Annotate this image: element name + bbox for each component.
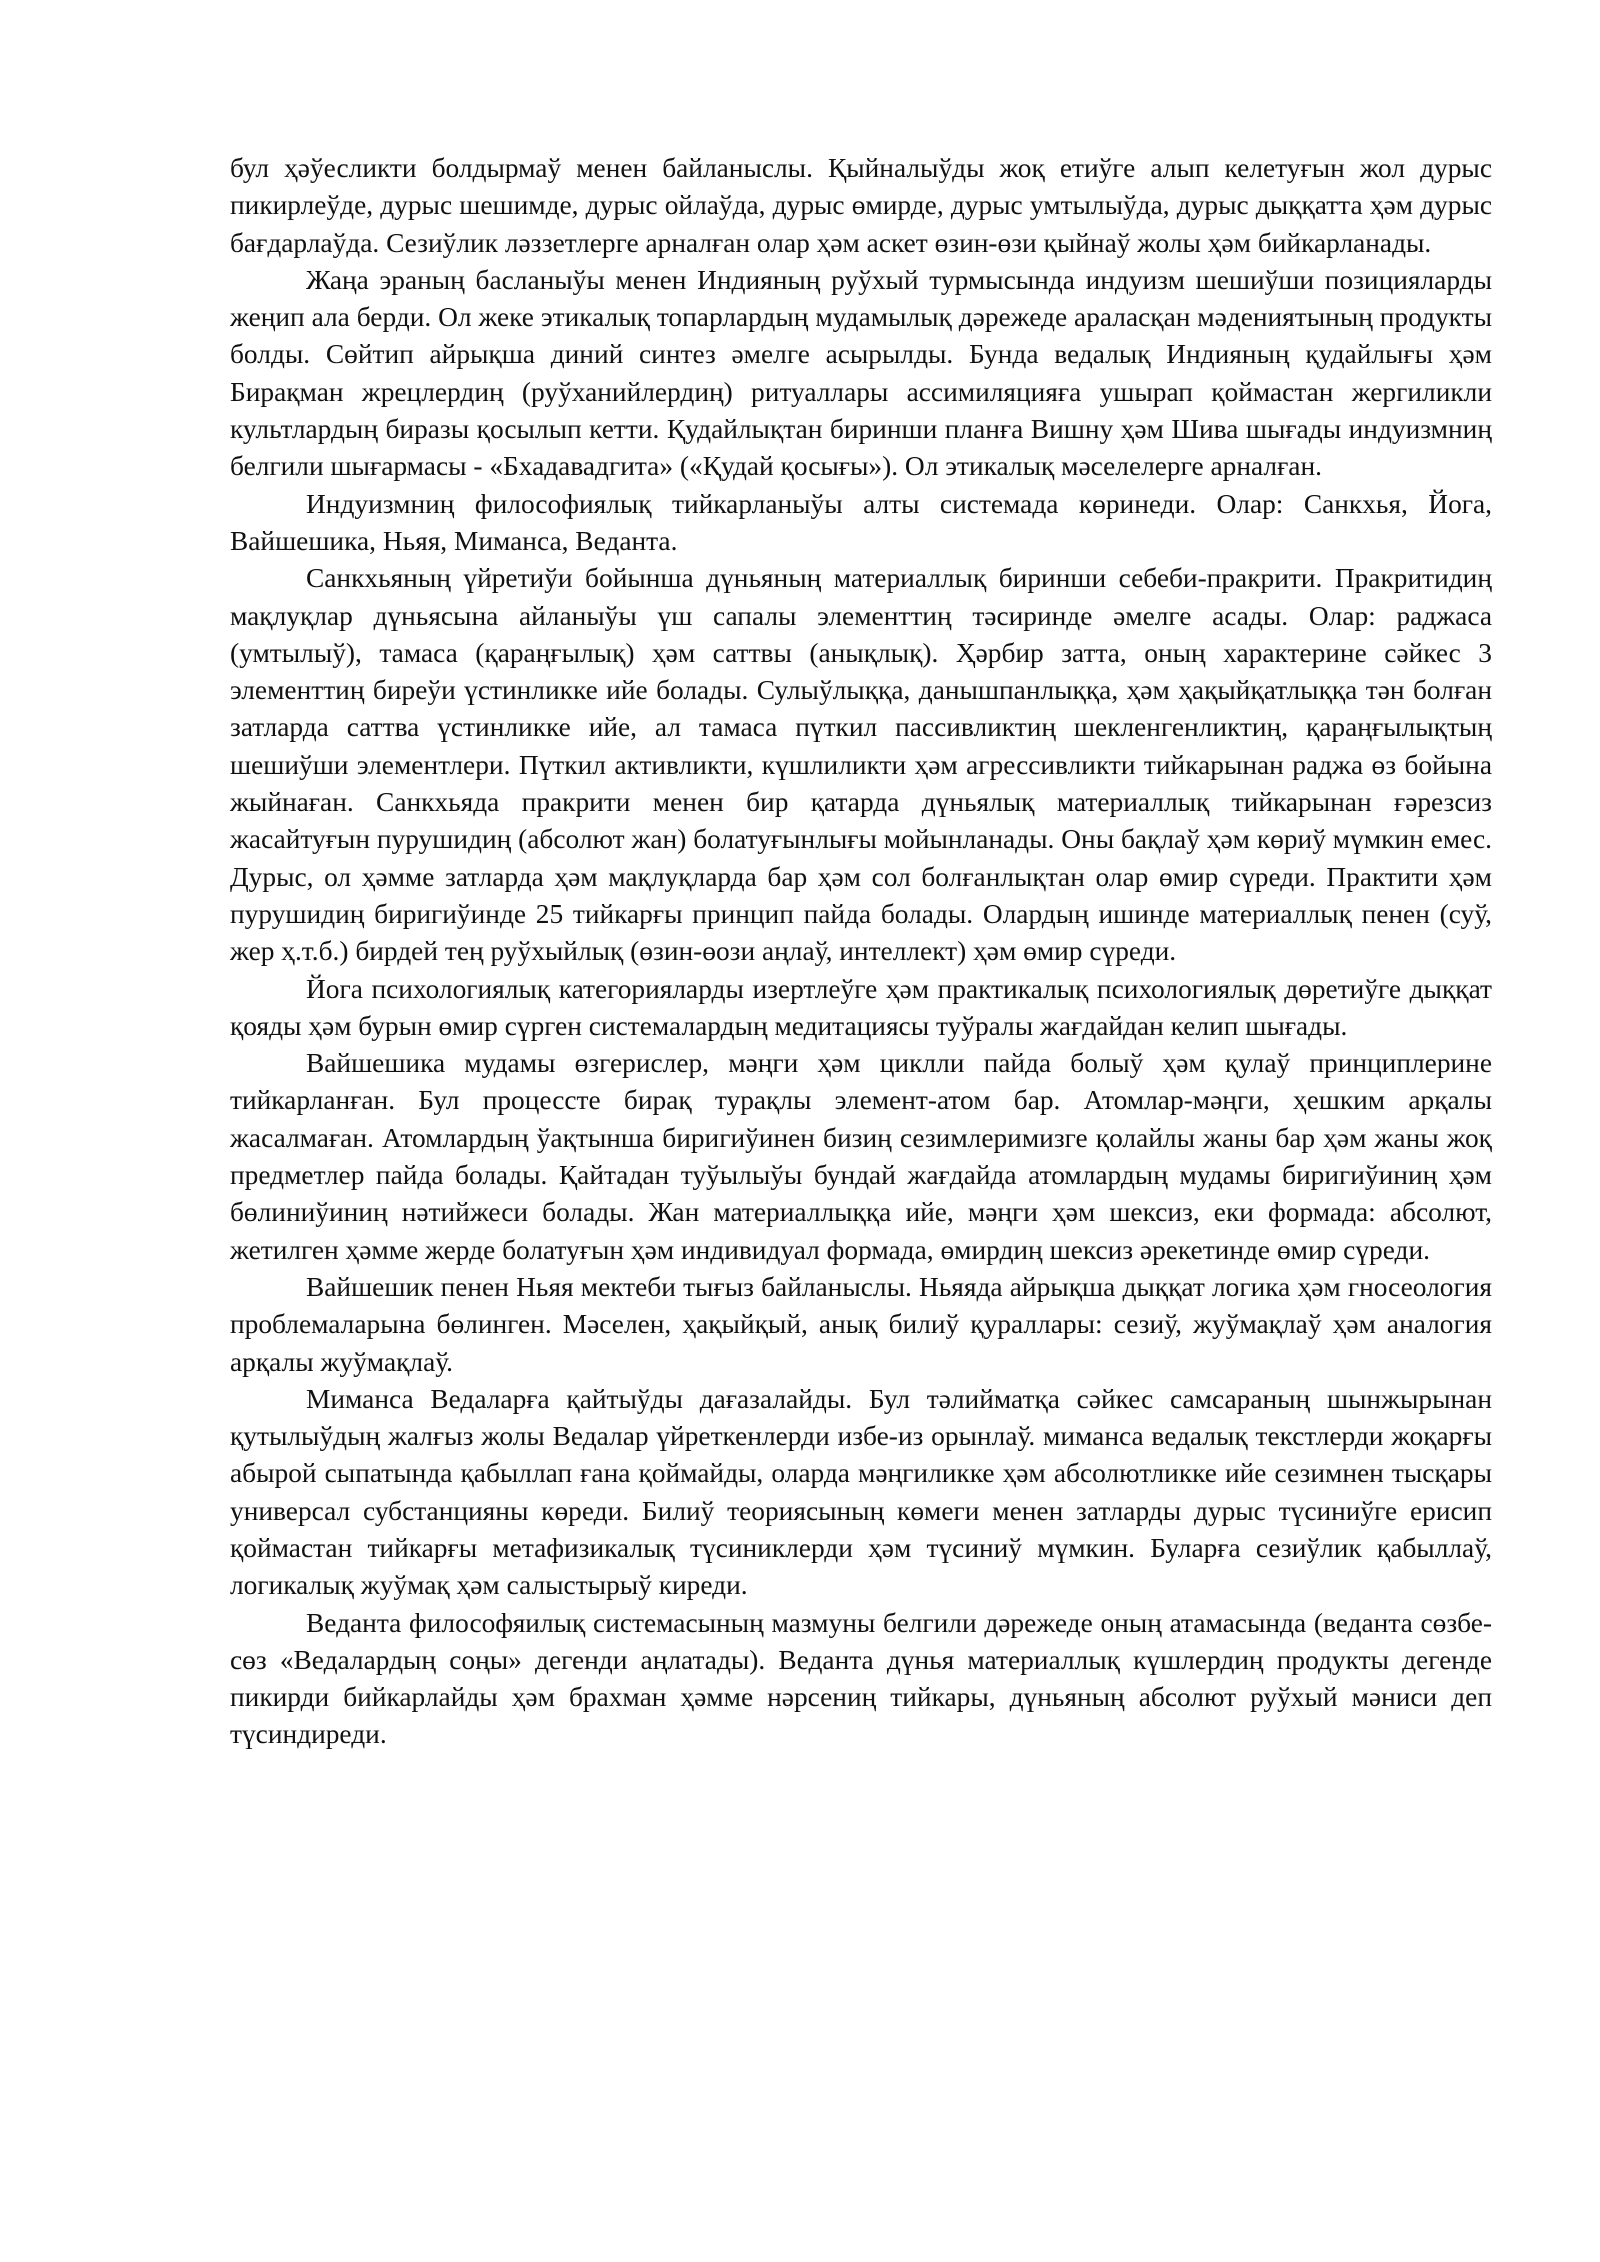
paragraph-mimamsa: Миманса Ведаларға қайтыўды дағазалайды. Бул тәлийматқа сәйкес самсараның шынжырынан қутылыўдың жалғыз жолы Ведалар үйреткенлерди избе-из орынлаў. миманса ведалық текстлерди жоқарғы абырой сыпатында қабыллап ғана қоймайды, оларда мәңгиликке ҳәм абсолютликке ийе сезимнен тысқары универсал субстанцияны көреди. Билиў теориясының көмеги менен затларды дурыс түсиниўге ерисип қоймастан тийкарғы метафизикалық түсиниклерди ҳәм түсиниў мүмкин. Буларға сезиўлик қабыллаў, логикалық жуўмақ ҳәм салыстырыў киреди. — [230, 1383, 1492, 1601]
paragraph-sankhya: Санкхьяның үйретиўи бойынша дүньяның материаллық биринши себеби-пракрити. Пракритидиң мақлуқлар дүньясына айланыўы үш сапалы элементтиң тәсиринде әмелге асады. Олар: раджаса (умтылыў), тамаса (қараңғылық) ҳәм саттвы (анықлық). Ҳәрбир затта, оның характерине сәйкес 3 элементтиң биреўи үстинликке ийе болады. Сулыўлыққа, данышпанлыққа, ҳәм ҳақыйқатлыққа тән болған затларда саттва үстинликке ийе, ал тамаса пүткил пассивликтиң шекленгенликтиң, қараңғылықтың шешиўши элементлери. Пүткил активликти, күшлиликти ҳәм агрессивликти тийкарынан раджа өз бойына жыйнаған. Санкхьяда пракрити менен бир қатарда дүньялық материаллық тийкарынан ғәрезсиз жасайтуғын пурушидиң (абсолют жан) болатуғынлығы мойынланады. Оны бақлаў ҳәм көриў мүмкин емес. Дурыс, ол ҳәмме затларда ҳәм мақлуқларда бар ҳәм сол болғанлықтан олар өмир сүреди. Практити ҳәм пурушидиң биригиўинде 25 тийкарғы принцип пайда болады. Олардың ишинде материаллық пенен (суў, жер ҳ.т.б.) бирдей тең руўхыйлық (өзин-өози аңлаў, интеллект) ҳәм өмир сүреди. — [230, 563, 1492, 967]
paragraph-yoga: Йога психологиялық категорияларды изертлеўге ҳәм практикалық психологиялық дөретиўге дыққат қояды ҳәм бурын өмир сүрген системалардың медитациясы туўралы жағдайдан келип шығады. — [230, 973, 1492, 1041]
paragraph-nyaya: Вайшешик пенен Ньяя мектеби тығыз байланыслы. Ньяяда айрықша дыққат логика ҳәм гносеология проблемаларына бөлинген. Мәселен, ҳақыйқый, анық билиў қураллары: сезиў, жуўмақлаў ҳәм аналогия арқалы жуўмақлаў. — [230, 1271, 1492, 1377]
paragraph-six-systems: Индуизмниң философиялық тийкарланыўы алты системада көринеди. Олар: Санкхья, Йога, Вайшешика, Ньяя, Миманса, Веданта. — [230, 488, 1492, 556]
paragraph-vaisheshika: Вайшешика мудамы өзгерислер, мәңги ҳәм циклли пайда болыў ҳәм қулаў принциплерине тийкарланған. Бул процессте бирақ турақлы элемент-атом бар. Атомлар-мәңги, ҳешким арқалы жасалмаған. Атомлардың ўақтынша биригиўинен бизиң сезимлеримизге қолайлы жаны бар ҳәм жаны жоқ предметлер пайда болады. Қайтадан туўылыўы бундай жағдайда атомлардың мудамы биригиўиниң ҳәм бөлиниўиниң нәтийжеси болады. Жан материаллыққа ийе, мәңги ҳәм шексиз, еки формада: абсолют, жетилген ҳәмме жерде болатуғын ҳәм индивидуал формада, өмирдиң шексиз әрекетинде өмир сүреди. — [230, 1048, 1492, 1265]
paragraph-vedanta: Веданта философяилық системасының мазмуны белгили дәрежеде оның атамасында (веданта сөзбе-сөз «Ведалардың соңы» дегенди аңлатады). Веданта дүнья материаллық күшлердиң продукты дегенде пикирди бийкарлайды ҳәм брахман ҳәмме нәрсениң тийкары, дүньяның абсолют руўхый мәниси деп түсиндиреди. — [230, 1607, 1492, 1750]
document-page — [230, 150, 1492, 1754]
paragraph-continuation: бул ҳәўесликти болдырмаў менен байланыслы. Қыйналыўды жоқ етиўге алып келетуғын жол дурыс пикирлеўде, дурыс шешимде, дурыс ойлаўда, дурыс өмирде, дурыс умтылыўда, дурыс дыққатта ҳәм дурыс бағдарлаўда. Сезиўлик ләззетлерге арналған олар ҳәм аскет өзин-өзи қыйнаў жолы ҳәм бийкарланады. — [230, 153, 1492, 258]
paragraph-new-era: Жаңа эраның басланыўы менен Индияның руўхый турмысында индуизм шешиўши позицияларды жеңип ала берди. Ол жеке этикалық топарлардың мудамылық дәрежеде араласқан мәдениятының продукты болды. Сөйтип айрықша диний синтез әмелге асырылды. Бунда ведалық Индияның қудайлығы ҳәм Бирақман жрецлердиң (руўханийлердиң) ритуаллары ассимиляцияға ушырап қоймастан жергиликли культлардың биразы қосылып кетти. Қудайлықтан биринши планға Вишну ҳәм Шива шығады индуизмниң белгили шығармасы - «Бхадавадгита» («Қудай қосығы»). Ол этикалық мәселелерге арналған. — [230, 264, 1492, 482]
